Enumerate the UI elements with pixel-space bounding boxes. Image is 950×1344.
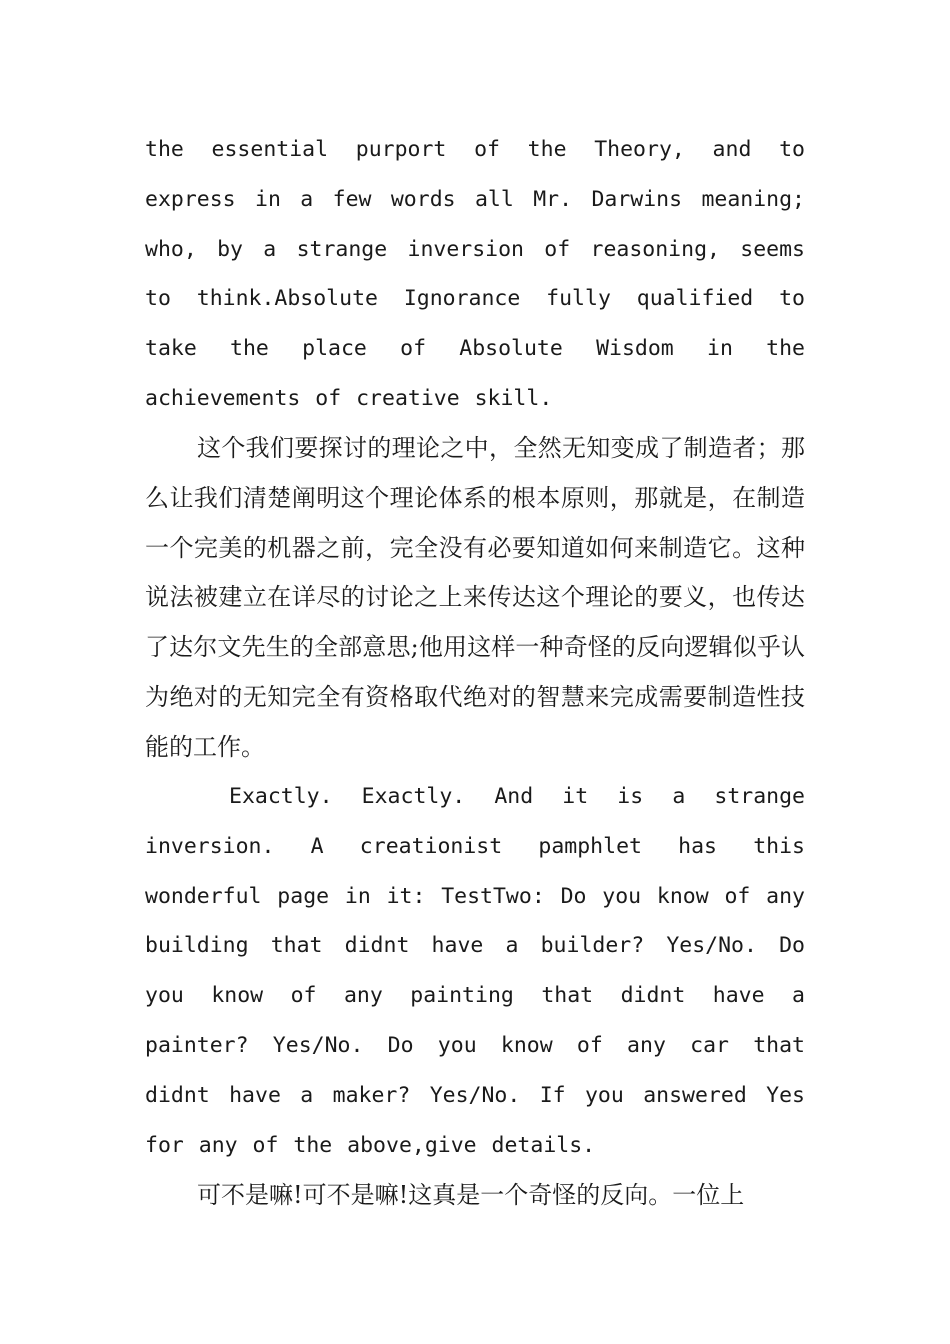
paragraph-chinese-continuation: 可不是嘛!可不是嘛!这真是一个奇怪的反向。一位上: [197, 1181, 745, 1209]
paragraph-english-creationist-pamphlet: Exactly. Exactly. And it is a strange inversion. A creationist pamphlet has this wonderful page in it: TestTwo: Do you know of any building that didnt have a builder? Yes/No. Do you know of any painting that didnt have a painter? Yes/No. Do you know of any car that didnt have a maker? Yes/No. If you answered Yes for any of the above,give details.: [145, 784, 805, 1158]
paragraph-chinese-translation: 这个我们要探讨的理论之中，全然无知变成了制造者；那么让我们清楚阐明这个理论体系的根本原则，那就是，在制造一个完美的机器之前，完全没有必要知道如何来制造它。这种说法被建立在详尽的讨论之上来传达这个理论的要义，也传达了达尔文先生的全部意思;他用这样一种奇怪的反向逻辑似乎认为绝对的无知完全有资格取代绝对的智慧来完成需要制造性技能的工作。: [145, 434, 805, 761]
paragraph-english-darwin-quote: the essential purport of the Theory, and to express in a few words all Mr. Darwins meaning; who, by a strange inversion of reasoning, seems to think.Absolute Ignorance fully qualified to take the place of Absolute Wisdom in the achievements of creative skill.: [145, 137, 805, 411]
